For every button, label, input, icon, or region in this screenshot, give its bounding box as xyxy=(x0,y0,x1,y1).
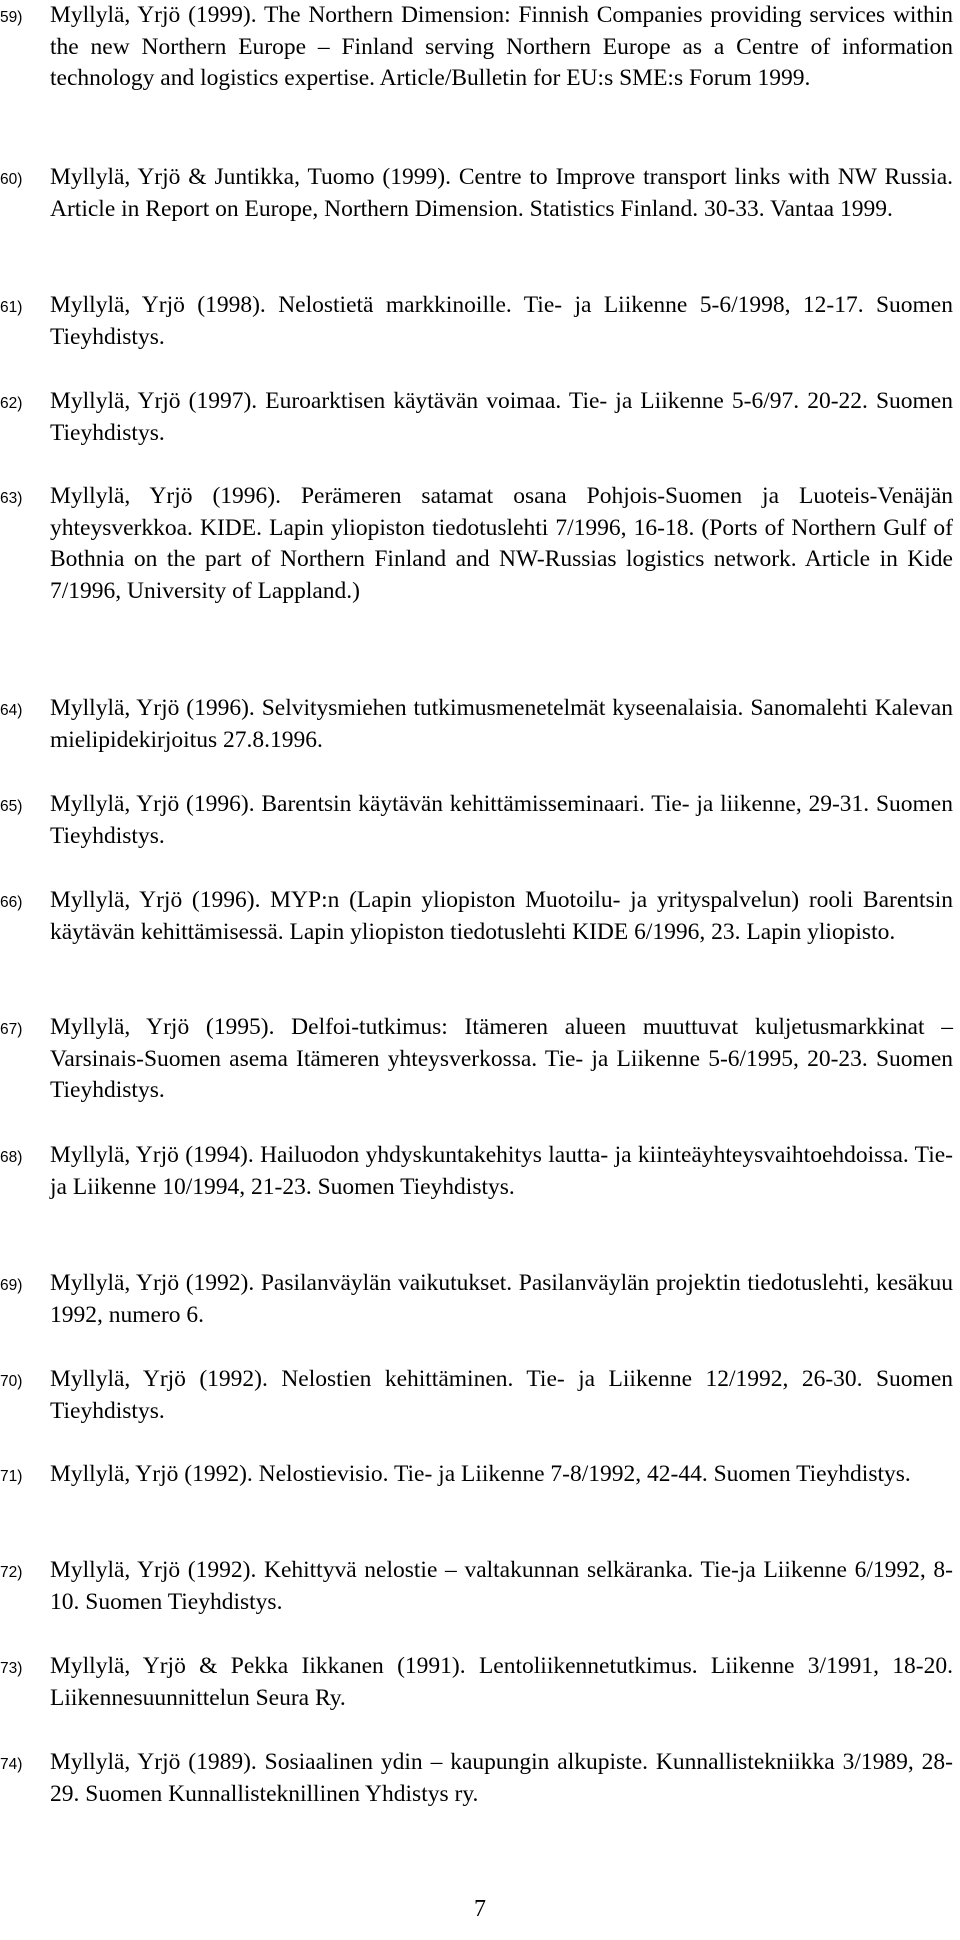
reference-text: Myllylä, Yrjö (1992). Pasilanväylän vaikutukset. Pasilanväylän projektin tiedotuslehti, kesäkuu 1992, numero 6. xyxy=(50,1270,953,1328)
reference-number: 61) xyxy=(0,299,23,316)
reference-number: 70) xyxy=(0,1373,23,1390)
reference-text: Myllylä, Yrjö & Pekka Iikkanen (1991). Lentoliikennetutkimus. Liikenne 3/1991, 18-20. Liikennesuunnittelun Seura Ry. xyxy=(50,1653,953,1711)
reference-number: 72) xyxy=(0,1564,23,1581)
reference-text: Myllylä, Yrjö (1996). Barentsin käytävän kehittämisseminaari. Tie- ja liikenne, 29-31. Suomen Tieyhdistys. xyxy=(50,791,953,849)
reference-number: 64) xyxy=(0,702,23,719)
reference-number: 73) xyxy=(0,1660,23,1677)
reference-text: Myllylä, Yrjö (1999). The Northern Dimension: Finnish Companies providing services within the new Northern Europe – Finland serving Northern Europe as a Centre of information technology and logistics expertise. Article/Bulletin for EU:s SME:s Forum 1999. xyxy=(50,2,953,91)
reference-number: 65) xyxy=(0,798,23,815)
reference-number: 74) xyxy=(0,1756,23,1773)
reference-number: 66) xyxy=(0,894,23,911)
reference-text: Myllylä, Yrjö & Juntikka, Tuomo (1999). Centre to Improve transport links with NW Russia. Article in Report on Europe, Northern Dimension. Statistics Finland. 30-33. Vantaa 1999. xyxy=(50,164,953,222)
reference-text: Myllylä, Yrjö (1992). Nelostievisio. Tie- ja Liikenne 7-8/1992, 42-44. Suomen Tieyhdistys. xyxy=(50,1461,911,1487)
reference-number: 63) xyxy=(0,490,23,507)
reference-text: Myllylä, Yrjö (1996). Perämeren satamat osana Pohjois-Suomen ja Luoteis-Venäjän yhteysverkkoa. KIDE. Lapin yliopiston tiedotuslehti 7/1996, 16-18. (Ports of Northern Gulf of Bothnia on the part of Northern Finland and NW-Russias logistics network. Article in Kide 7/1996, University of Lappland.) xyxy=(50,483,953,604)
reference-number: 62) xyxy=(0,395,23,412)
reference-number: 71) xyxy=(0,1468,23,1485)
reference-text: Myllylä, Yrjö (1992). Kehittyvä nelostie – valtakunnan selkäranka. Tie-ja Liikenne 6/1992, 8-10. Suomen Tieyhdistys. xyxy=(50,1557,953,1615)
reference-number: 68) xyxy=(0,1149,23,1166)
reference-text: Myllylä, Yrjö (1997). Euroarktisen käytävän voimaa. Tie- ja Liikenne 5-6/97. 20-22. Suomen Tieyhdistys. xyxy=(50,388,953,446)
reference-number: 59) xyxy=(0,9,23,26)
page-number: 7 xyxy=(474,1896,486,1922)
reference-text: Myllylä, Yrjö (1992). Nelostien kehittäminen. Tie- ja Liikenne 12/1992, 26-30. Suomen Tieyhdistys. xyxy=(50,1366,953,1424)
reference-number: 67) xyxy=(0,1021,23,1038)
reference-text: Myllylä, Yrjö (1989). Sosiaalinen ydin – kaupungin alkupiste. Kunnallistekniikka 3/1989, 28-29. Suomen Kunnallisteknillinen Yhdistys ry. xyxy=(50,1749,953,1807)
reference-text: Myllylä, Yrjö (1996). Selvitysmiehen tutkimusmenetelmät kyseenalaisia. Sanomalehti Kalevan mielipidekirjoitus 27.8.1996. xyxy=(50,695,953,753)
reference-number: 60) xyxy=(0,171,23,188)
reference-text: Myllylä, Yrjö (1994). Hailuodon yhdyskuntakehitys lautta- ja kiinteäyhteysvaihtoehdoissa. Tie- ja Liikenne 10/1994, 21-23. Suomen Tieyhdistys. xyxy=(50,1142,953,1200)
reference-text: Myllylä, Yrjö (1995). Delfoi-tutkimus: Itämeren alueen muuttuvat kuljetusmarkkinat – Varsinais-Suomen asema Itämeren yhteysverkossa. Tie- ja Liikenne 5-6/1995, 20-23. Suomen Tieyhdistys. xyxy=(50,1014,953,1103)
reference-text: Myllylä, Yrjö (1996). MYP:n (Lapin yliopiston Muotoilu- ja yrityspalvelun) rooli Barentsin käytävän kehittämisessä. Lapin yliopiston tiedotuslehti KIDE 6/1996, 23. Lapin yliopisto. xyxy=(50,887,953,945)
reference-text: Myllylä, Yrjö (1998). Nelostietä markkinoille. Tie- ja Liikenne 5-6/1998, 12-17. Suomen Tieyhdistys. xyxy=(50,292,953,350)
reference-number: 69) xyxy=(0,1277,23,1294)
